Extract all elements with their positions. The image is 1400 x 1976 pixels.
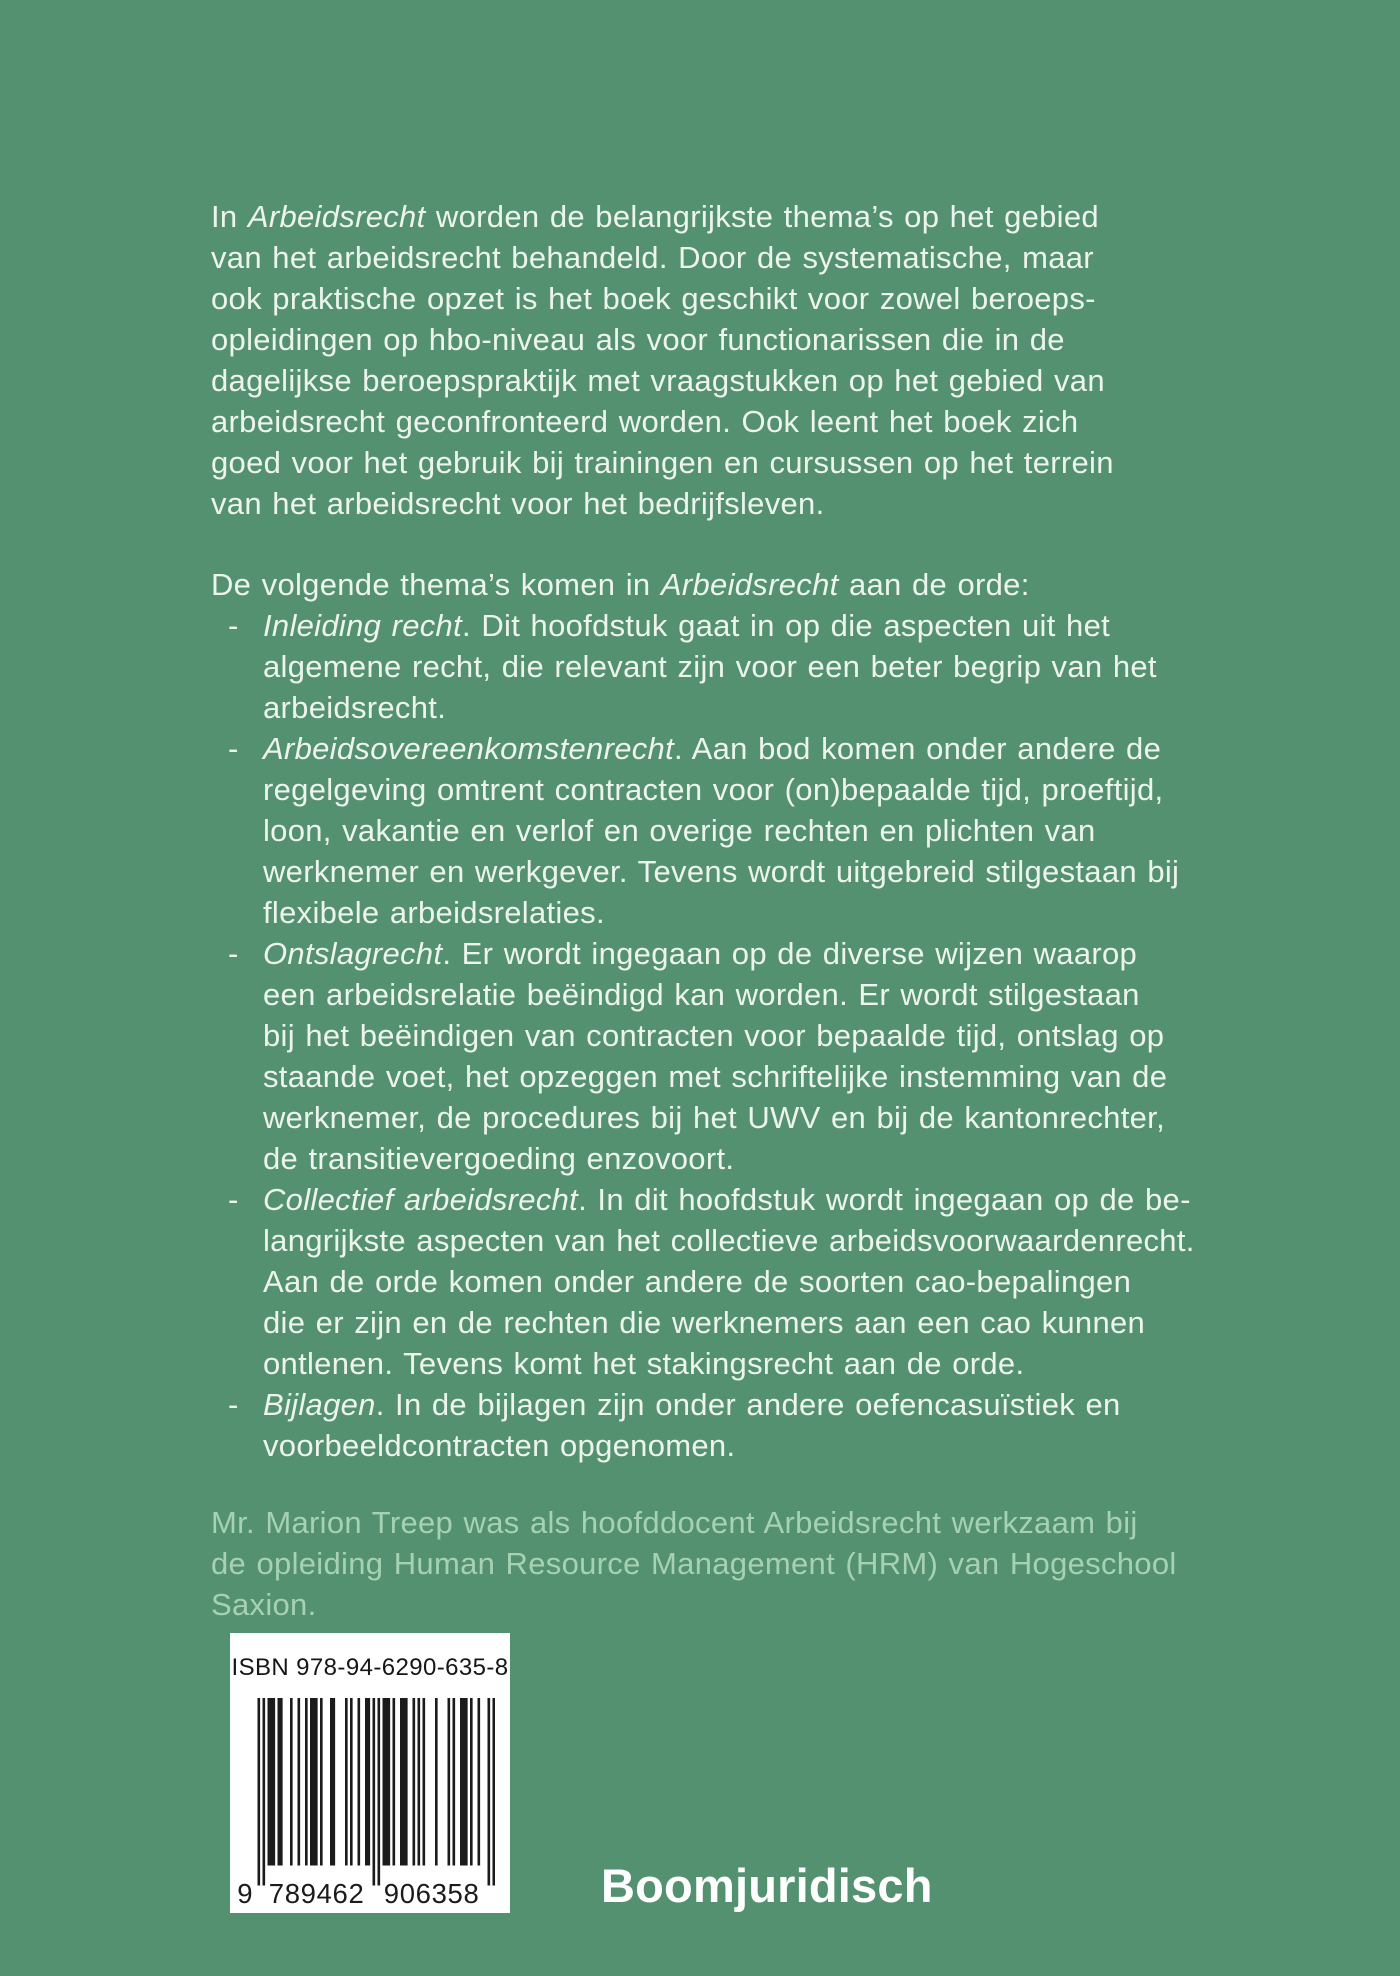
text-line: flexibele arbeidsrelaties.: [263, 895, 605, 930]
text-line: ontlenen. Tevens komt het stakingsrecht aan de orde.: [263, 1346, 1025, 1381]
author-note: [211, 1502, 1211, 1625]
text-line: algemene recht, die relevant zijn voor een beter begrip van het: [263, 649, 1157, 684]
ean13-barcode: [235, 1698, 495, 1913]
text-line: Ontslagrecht. Er wordt ingegaan op de diverse wijzen waarop: [263, 936, 1138, 971]
list-item: [211, 728, 1211, 933]
list-item: [211, 933, 1211, 1179]
text-line: de opleiding Human Resource Management (HRM) van Hogeschool: [211, 1546, 1177, 1581]
text-line: ook praktische opzet is het boek geschikt voor zowel beroeps-: [211, 281, 1096, 316]
publisher-logo: Boomjuridisch: [601, 1859, 933, 1912]
text-line: Mr. Marion Treep was als hoofddocent Arbeidsrecht werkzaam bij: [211, 1505, 1138, 1540]
text-line: opleidingen op hbo-niveau als voor functionarissen die in de: [211, 322, 1065, 357]
text-line: regelgeving omtrent contracten voor (on)bepaalde tijd, proeftijd,: [263, 772, 1164, 807]
barcode-digits: 789462: [268, 1878, 364, 1909]
barcode-digits: 9: [237, 1878, 253, 1909]
back-cover-text: [211, 196, 1211, 1625]
text-line: Inleiding recht. Dit hoofdstuk gaat in op die aspecten uit het: [263, 608, 1111, 643]
text-line: Bijlagen. In de bijlagen zijn onder andere oefencasuïstiek en: [263, 1387, 1121, 1422]
text-line: Collectief arbeidsrecht. In dit hoofdstuk wordt ingegaan op de be-: [263, 1182, 1191, 1217]
text-line: langrijkste aspecten van het collectieve arbeidsvoorwaardenrecht.: [263, 1223, 1195, 1258]
text-line: arbeidsrecht geconfronteerd worden. Ook leent het boek zich: [211, 404, 1079, 439]
text-line: Aan de orde komen onder andere de soorten cao-bepalingen: [263, 1264, 1132, 1299]
list-item: [211, 605, 1211, 728]
book-description: [211, 196, 1211, 524]
list-item: [211, 1384, 1211, 1466]
list-item-dash: -: [228, 608, 239, 643]
text-line: Saxion.: [211, 1587, 317, 1622]
text-line: arbeidsrecht.: [263, 690, 447, 725]
text-line: die er zijn en de rechten die werknemers aan een cao kunnen: [263, 1305, 1146, 1340]
text-line: loon, vakantie en verlof en overige rechten en plichten van: [263, 813, 1096, 848]
text-line: In Arbeidsrecht worden de belangrijkste thema’s op het gebied: [211, 199, 1099, 234]
themes-list: [211, 605, 1211, 1466]
barcode-digits: 906358: [383, 1878, 479, 1909]
list-item-dash: -: [228, 1182, 239, 1217]
list-item: [211, 1179, 1211, 1384]
text-line: de transitievergoeding enzovoort.: [263, 1141, 735, 1176]
text-line: goed voor het gebruik bij trainingen en cursussen op het terrein: [211, 445, 1114, 480]
themes-heading: [211, 564, 1211, 605]
text-line: staande voet, het opzeggen met schriftelijke instemming van de: [263, 1059, 1168, 1094]
text-line: van het arbeidsrecht behandeld. Door de systematische, maar: [211, 240, 1094, 275]
text-line: Arbeidsovereenkomstenrecht. Aan bod komen onder andere de: [263, 731, 1162, 766]
text-line: werknemer, de procedures bij het UWV en bij de kantonrechter,: [263, 1100, 1165, 1135]
text-line: van het arbeidsrecht voor het bedrijfsleven.: [211, 486, 825, 521]
list-item-dash: -: [228, 731, 239, 766]
list-item-dash: -: [228, 1387, 239, 1422]
text-line: werknemer en werkgever. Tevens wordt uitgebreid stilgestaan bij: [263, 854, 1180, 889]
text-line: dagelijkse beroepspraktijk met vraagstukken op het gebied van: [211, 363, 1105, 398]
text-line: een arbeidsrelatie beëindigd kan worden. Er wordt stilgestaan: [263, 977, 1140, 1012]
list-item-dash: -: [228, 936, 239, 971]
text-line: bij het beëindigen van contracten voor bepaalde tijd, ontslag op: [263, 1018, 1165, 1053]
isbn-label: ISBN 978-94-6290-635-8: [231, 1654, 509, 1681]
isbn-barcode-panel: [230, 1633, 510, 1913]
text-line: voorbeeldcontracten opgenomen.: [263, 1428, 736, 1463]
text-line: De volgende thema’s komen in Arbeidsrecht aan de orde:: [211, 567, 1030, 602]
